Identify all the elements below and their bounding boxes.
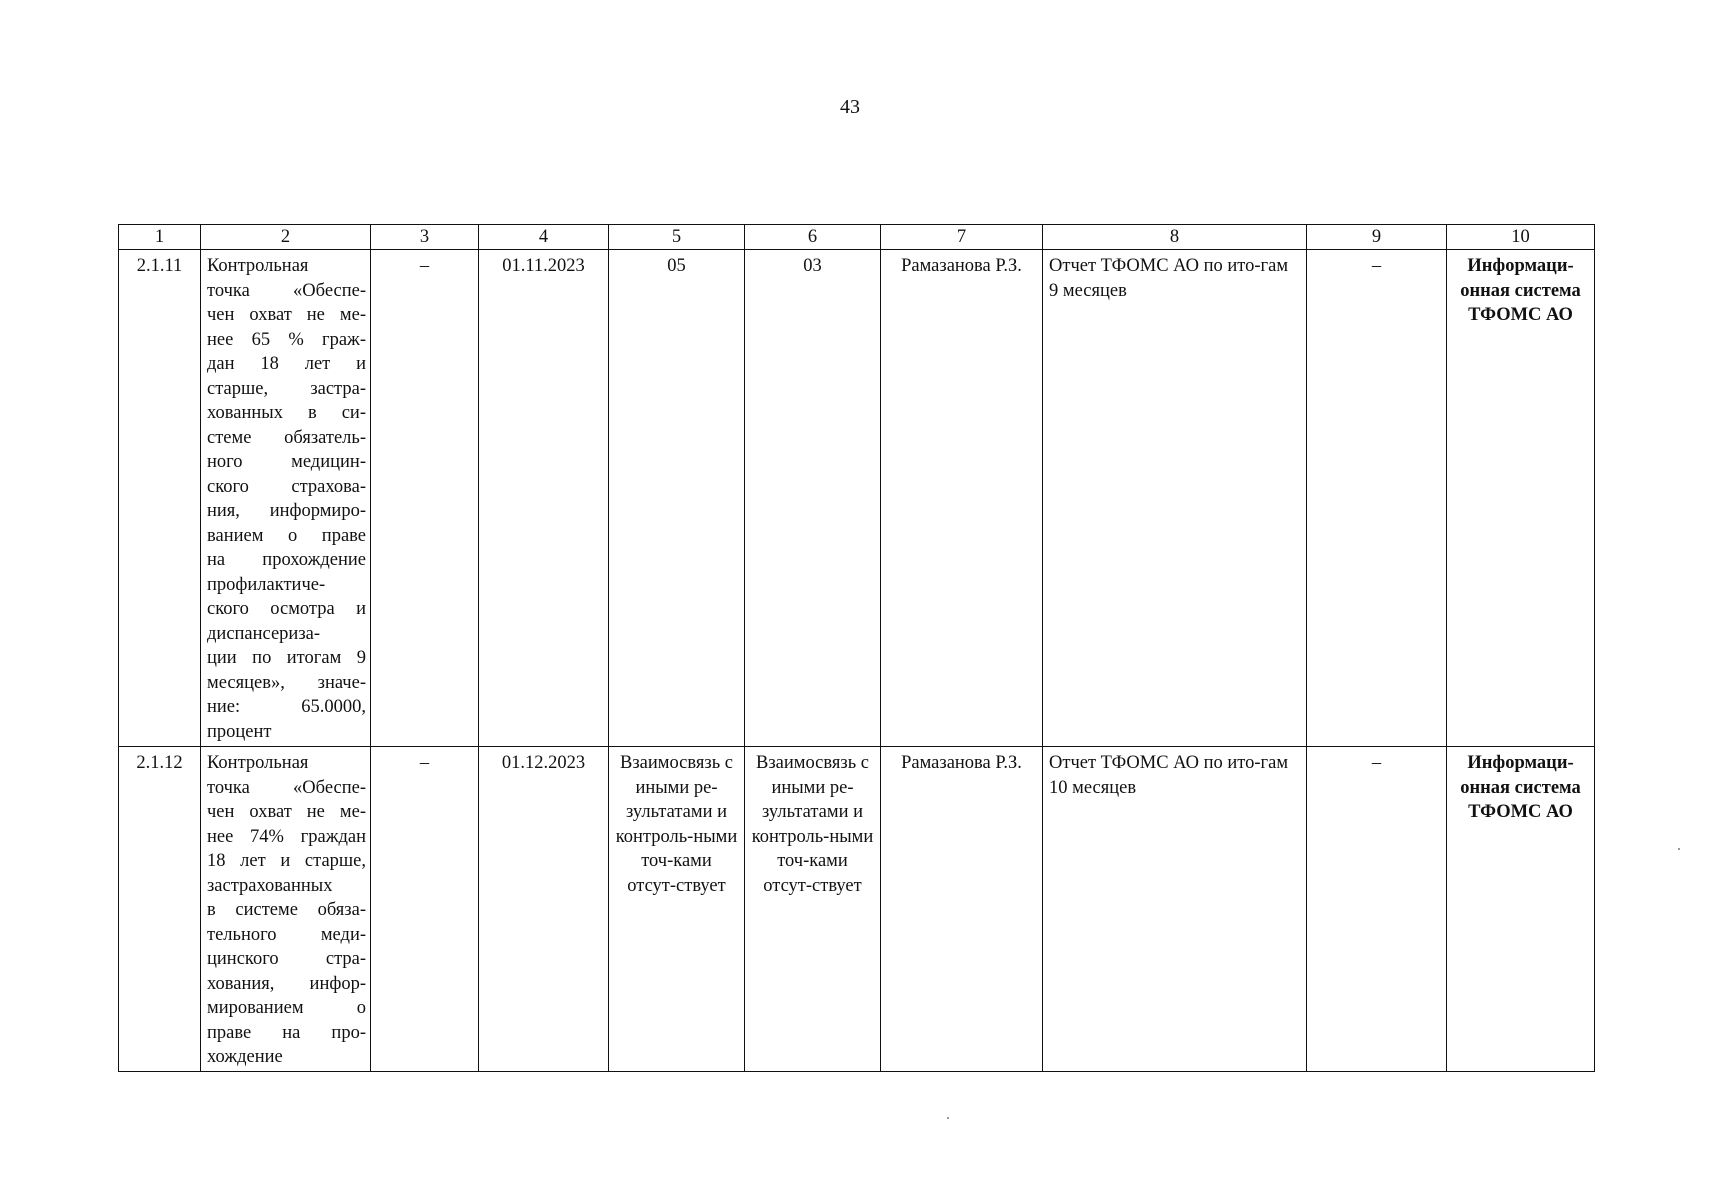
information-system: Информаци-онная система ТФОМС АО: [1447, 747, 1595, 1072]
description-line: ского страхова-: [207, 476, 366, 497]
description-line: хованных в си-: [207, 403, 366, 423]
table-row: [119, 250, 1595, 747]
description-line: точка «Обеспе-: [207, 280, 366, 301]
column-header: 10: [1447, 225, 1595, 250]
description-line: диспансериза-: [207, 623, 321, 644]
column-header: 2: [201, 225, 371, 250]
description-line: чен охват не ме-: [207, 802, 366, 822]
control-points-table: [118, 224, 1595, 1072]
description-line: хования, инфор-: [207, 973, 366, 994]
page-number: 43: [840, 96, 860, 118]
column-header: 4: [479, 225, 609, 250]
column-9-value: –: [1307, 747, 1447, 1072]
date-value: 01.11.2023: [479, 250, 609, 747]
description-line: тельного меди-: [207, 924, 366, 945]
description-line: хождение: [207, 1047, 283, 1067]
table-row: [119, 747, 1595, 1072]
column-5-value: Взаимосвязь с иными ре-зультатами и контроль-ными точ-ками отсут-ствует: [609, 747, 745, 1072]
scan-speck: [947, 1117, 949, 1119]
description-line: дан 18 лет и: [207, 354, 366, 374]
document-type: Отчет ТФОМС АО по ито-гам 9 месяцев: [1043, 250, 1307, 747]
responsible-person: Рамазанова Р.З.: [881, 747, 1043, 1072]
information-system: Информаци-онная система ТФОМС АО: [1447, 250, 1595, 747]
description-line: мированием о: [207, 998, 366, 1018]
description-line: профилактиче-: [207, 574, 326, 595]
description-line: месяцев», значе-: [207, 672, 366, 693]
responsible-person: Рамазанова Р.З.: [881, 250, 1043, 747]
description-line: 18 лет и старше,: [207, 851, 366, 871]
description-line: стеме обязатель-: [207, 427, 366, 448]
document-type: Отчет ТФОМС АО по ито-гам 10 месяцев: [1043, 747, 1307, 1072]
column-header: 8: [1043, 225, 1307, 250]
row-number: 2.1.11: [119, 250, 201, 747]
description-line: Контрольная: [207, 753, 309, 773]
description-line: ния, информиро-: [207, 501, 366, 521]
description-line: праве на про-: [207, 1022, 366, 1043]
column-3-value: –: [371, 250, 479, 747]
description-line: в системе обяза-: [207, 900, 366, 920]
column-header: 9: [1307, 225, 1447, 250]
scan-speck: [1678, 848, 1680, 850]
description-line: ного медицин-: [207, 452, 366, 472]
column-5-value: 05: [609, 250, 745, 747]
description-line: ции по итогам 9: [207, 648, 366, 668]
column-header: 5: [609, 225, 745, 250]
description-line: нее 65 % граж-: [207, 329, 366, 350]
column-header: 6: [745, 225, 881, 250]
row-number: 2.1.12: [119, 747, 201, 1072]
header-row: [119, 225, 1595, 250]
description-line: застрахованных: [207, 875, 333, 896]
description-line: процент: [207, 721, 272, 742]
column-6-value: 03: [745, 250, 881, 747]
description-line: на прохождение: [207, 550, 366, 570]
column-header: 1: [119, 225, 201, 250]
description-line: ского осмотра и: [207, 599, 366, 619]
description-line: ние: 65.0000,: [207, 697, 366, 717]
description-line: нее 74% граждан: [207, 826, 366, 847]
date-value: 01.12.2023: [479, 747, 609, 1072]
row-description: [201, 747, 371, 1072]
column-header: 3: [371, 225, 479, 250]
row-description: [201, 250, 371, 747]
column-6-value: Взаимосвязь с иными ре-зультатами и контроль-ными точ-ками отсут-ствует: [745, 747, 881, 1072]
column-9-value: –: [1307, 250, 1447, 747]
column-header: 7: [881, 225, 1043, 250]
description-line: старше, застра-: [207, 378, 366, 399]
description-line: Контрольная: [207, 256, 309, 276]
description-line: цинского стра-: [207, 949, 366, 969]
description-line: ванием о праве: [207, 525, 366, 546]
column-3-value: –: [371, 747, 479, 1072]
description-line: точка «Обеспе-: [207, 777, 366, 798]
description-line: чен охват не ме-: [207, 305, 366, 325]
